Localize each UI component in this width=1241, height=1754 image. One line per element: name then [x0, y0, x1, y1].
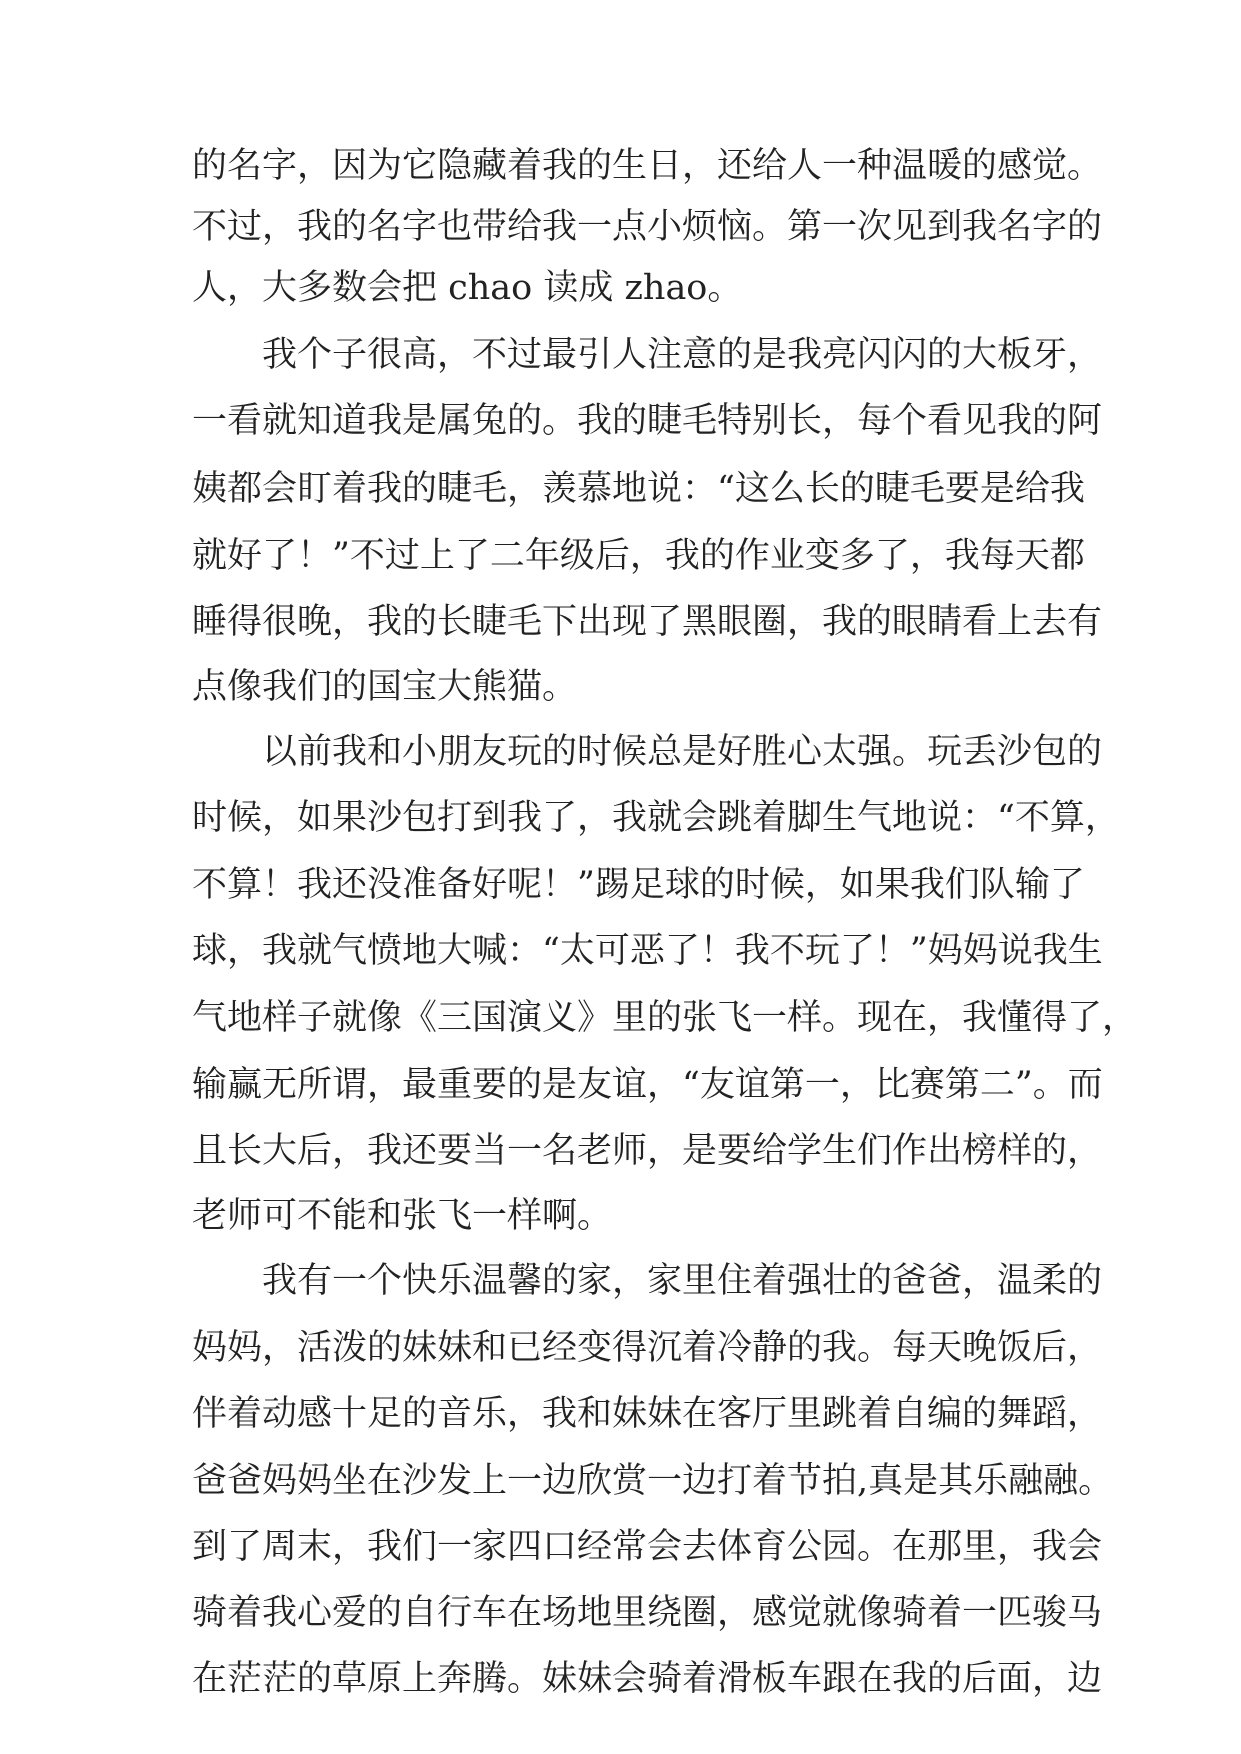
text-line [0, 1318, 1241, 1378]
text-line [0, 325, 1241, 385]
line-text: 人，大多数会把 chao 读成 zhao。 [192, 268, 743, 308]
line-text: 就好了！”不过上了二年级后，我的作业变多了，我每天都 [192, 536, 1085, 576]
line-text: 一看就知道我是属兔的。我的睫毛特别长，每个看见我的阿 [192, 401, 1103, 441]
text-line [0, 1055, 1241, 1115]
line-text: 姨都会盯着我的睫毛，羡慕地说：“这么长的睫毛要是给我 [192, 469, 1085, 509]
text-line [0, 1186, 1241, 1246]
line-text: 不算！我还没准备好呢！”踢足球的时候，如果我们队输了 [192, 865, 1085, 905]
text-line [0, 1384, 1241, 1444]
line-text: 点像我们的国宝大熊猫。 [192, 667, 578, 707]
line-text: 爸爸妈妈坐在沙发上一边欣赏一边打着节拍,真是其乐融融。 [192, 1461, 1114, 1501]
text-line [0, 1251, 1241, 1311]
line-text: 在茫茫的草原上奔腾。妹妹会骑着滑板车跟在我的后面，边 [192, 1659, 1103, 1699]
text-line [0, 1121, 1241, 1181]
text-line [0, 592, 1241, 652]
text-line [0, 1451, 1241, 1511]
line-text: 我有一个快乐温馨的家，家里住着强壮的爸爸，温柔的 [262, 1261, 1103, 1301]
text-line [0, 1583, 1241, 1643]
line-text: 气地样子就像《三国演义》里的张飞一样。现在，我懂得了， [192, 998, 1138, 1038]
text-line [0, 526, 1241, 586]
line-text: 老师可不能和张飞一样啊。 [192, 1196, 613, 1236]
line-text: 球，我就气愤地大喊：“太可恶了！我不玩了！”妈妈说我生 [192, 931, 1103, 971]
text-line [0, 657, 1241, 717]
text-line [0, 988, 1241, 1048]
line-text: 输赢无所谓，最重要的是友谊，“友谊第一，比赛第二”。而 [192, 1065, 1103, 1105]
line-text: 伴着动感十足的音乐，我和妹妹在客厅里跳着自编的舞蹈， [192, 1394, 1103, 1434]
line-text: 时候，如果沙包打到我了，我就会跳着脚生气地说：“不算， [192, 798, 1120, 838]
line-text: 我个子很高，不过最引人注意的是我亮闪闪的大板牙， [262, 335, 1103, 375]
line-text: 的名字，因为它隐藏着我的生日，还给人一种温暖的感觉。 [192, 146, 1103, 186]
text-line [0, 136, 1241, 196]
text-line [0, 258, 1241, 318]
line-text: 不过，我的名字也带给我一点小烦恼。第一次见到我名字的 [192, 207, 1103, 247]
text-line [0, 722, 1241, 782]
line-text: 以前我和小朋友玩的时候总是好胜心太强。玩丢沙包的 [262, 732, 1103, 772]
text-line [0, 1517, 1241, 1577]
line-text: 到了周末，我们一家四口经常会去体育公园。在那里，我会 [192, 1527, 1103, 1567]
text-line [0, 788, 1241, 848]
line-text: 妈妈，活泼的妹妹和已经变得沉着冷静的我。每天晚饭后， [192, 1328, 1103, 1368]
line-text: 睡得很晚，我的长睫毛下出现了黑眼圈，我的眼睛看上去有 [192, 602, 1103, 642]
text-line [0, 1649, 1241, 1709]
text-line [0, 855, 1241, 915]
line-text: 且长大后，我还要当一名老师，是要给学生们作出榜样的， [192, 1131, 1103, 1171]
line-text: 骑着我心爱的自行车在场地里绕圈，感觉就像骑着一匹骏马 [192, 1593, 1103, 1633]
text-line [0, 391, 1241, 451]
text-line [0, 459, 1241, 519]
text-line [0, 921, 1241, 981]
text-line [0, 197, 1241, 257]
